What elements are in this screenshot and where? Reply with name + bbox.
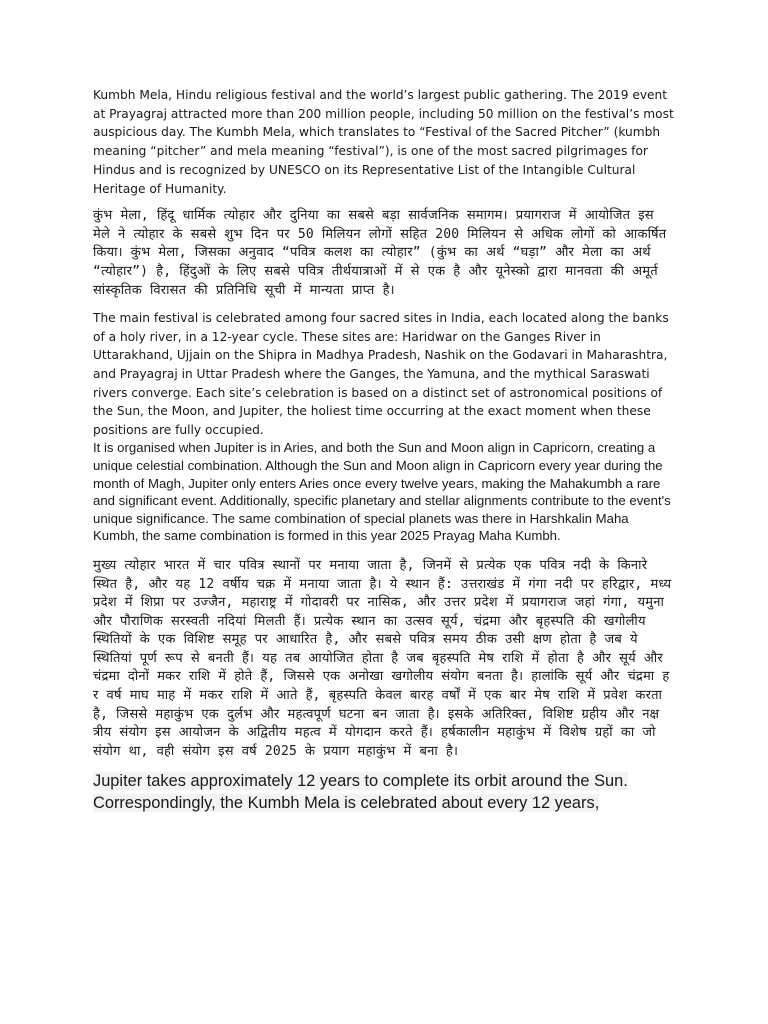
document-page	[93, 86, 675, 814]
jupiter-paragraph-text: Jupiter takes approximately 12 years to complete its orbit around the Sun. Correspondingly, the Kumbh Mela is celebrated about every 12 years,	[93, 772, 628, 813]
astronomy-paragraph: It is organised when Jupiter is in Aries, and both the Sun and Moon align in Capricorn, creating a unique celestial combination. Although the Sun and Moon align in Capricorn every year during the month of Magh, Jupiter only enters Aries once every twelve years, making the Mahakumbh a rare and significant event. Additionally, specific planetary and stellar alignments contribute to the event's unique significance. The same combination of special planets was there in Harshkalin Maha Kumbh, the same combination is formed in this year 2025 Prayag Maha Kumbh.	[93, 440, 671, 544]
hindi-intro-paragraph: कुंभ मेला, हिंदू धार्मिक त्योहार और दुनिया का सबसे बड़ा सार्वजनिक समागम। प्रयागराज में आयोजित इस मेले ने त्योहार के सबसे शुभ दिन पर 50 मिलियन लोगों सहित 200 मिलियन से अधिक लोगों को आकर्षित किया। कुंभ मेला, जिसका अनुवाद “पवित्र कलश का त्योहार” (कुंभ का अर्थ “घड़ा” और मेला का अर्थ “त्योहार”) है, हिंदुओं के लिए सबसे पवित्र तीर्थयात्राओं में से एक है और यूनेस्को द्वारा मानवता की अमूर्त सांस्कृतिक विरासत की प्रतिनिधि सूची में मान्यता प्राप्त है।	[93, 208, 667, 298]
jupiter-paragraph	[93, 770, 675, 814]
intro-paragraph: Kumbh Mela, Hindu religious festival and the world’s largest public gathering. The 2019 event at Prayagraj attracted more than 200 million people, including 50 million on the festival’s most auspicious day. The Kumbh Mela, which translates to “Festival of the Sacred Pitcher” (kumbh meaning “pitcher” and mela meaning “festival”), is one of the most sacred pilgrimages for Hindus and is recognized by UNESCO on its Representative List of the Intangible Cultural Heritage of Humanity.	[93, 88, 674, 196]
hindi-sites-paragraph: मुख्य त्योहार भारत में चार पवित्र स्थानों पर मनाया जाता है, जिनमें से प्रत्येक एक पवित्र नदी के किनारे स्थित है, और यह 12 वर्षीय चक्र में मनाया जाता है। ये स्थान हैं: उत्तराखंड में गंगा नदी पर हरिद्वार, मध्य प्रदेश में शिप्रा पर उज्जैन, महाराष्ट्र में गोदावरी पर नासिक, और उत्तर प्रदेश में प्रयागराज जहां गंगा, यमुना और पौराणिक सरस्वती नदियां मिलती हैं। प्रत्येक स्थान का उत्सव सूर्य, चंद्रमा और बृहस्पति की खगोलीय स्थितियों के एक विशिष्ट समूह पर आधारित है, और सबसे पवित्र समय ठीक उसी क्षण होता है जब ये स्थितियां पूर्ण रूप से बनती हैं। यह तब आयोजित होता है जब बृहस्पति मेष राशि में होता है और सूर्य और चंद्रमा दोनों मकर राशि में होते हैं, जिससे एक अनोखा खगोलीय संयोग बनता है। हालांकि सूर्य और चंद्रमा हर वर्ष माघ माह में मकर राशि में आते हैं, बृहस्पति केवल बारह वर्षों में एक बार मेष राशि में प्रवेश करता है, जिससे महाकुंभ एक दुर्लभ और महत्वपूर्ण घटना बन जाता है। इसके अतिरिक्त, विशिष्ट ग्रहीय और नक्षत्रीय संयोग इस आयोजन के अद्वितीय महत्व में योगदान करते हैं। हर्षकालीन महाकुंभ में विशेष ग्रहों का जो संयोग था, वही संयोग इस वर्ष 2025 के प्रयाग महाकुंभ में बना है।	[93, 557, 672, 759]
sites-paragraph	[93, 309, 675, 439]
sites-paragraph-part1: The main festival is celebrated among four sacred sites in India, each located along the banks of a holy river, in a 12-year cycle. These sites are: Haridwar on the Ganges River in Uttarakhand, Ujjain on the Shipra in Madhya Pradesh, Nashik on the Godavari in Maharashtra, and Prayagraj in Uttar Pradesh where the Ganges, the Yamuna, and the mythical Saraswati rivers converge. Each site’s celebration is based on a distinct set of astronomical positions of the Sun, the Moon, and Jupiter, the holiest time occurring at the exact moment when these positions are fully occupied.	[93, 311, 669, 437]
